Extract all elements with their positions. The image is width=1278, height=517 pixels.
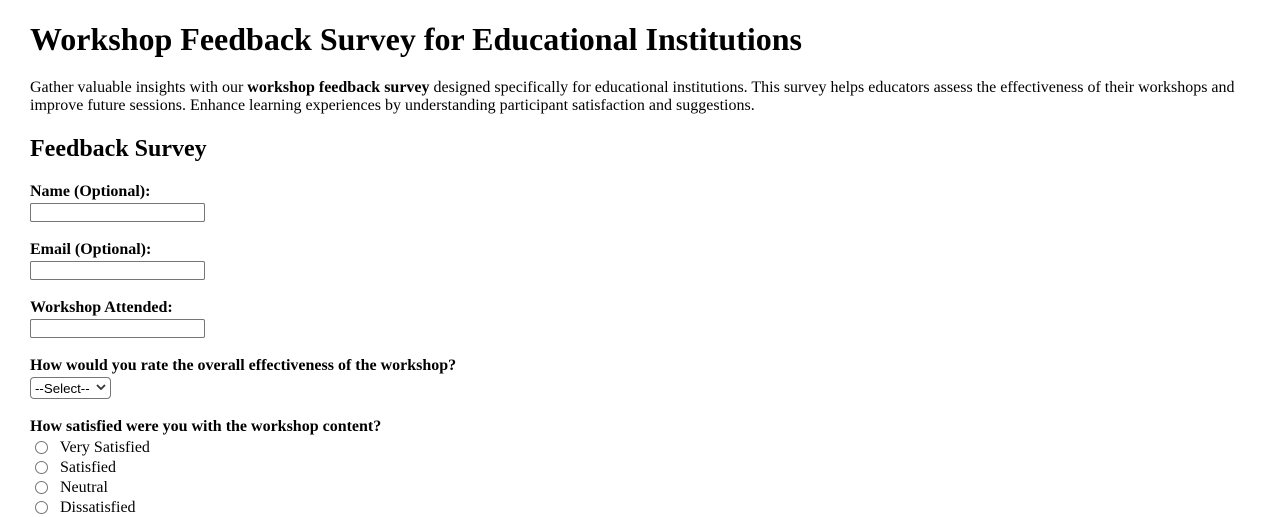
workshop-attended-label: Workshop Attended: [30,299,173,317]
page-title: Workshop Feedback Survey for Educational Institutions [30,21,802,57]
very-satisfied-label[interactable]: Very Satisfied [59,439,150,457]
neutral-radio[interactable] [35,481,48,494]
intro-text-before: Gather valuable insights with our [30,78,248,96]
email-field[interactable] [30,261,205,280]
intro-text-after: designed specifically for educational institutions. This survey helps educators assess the effectiveness of their workshops and improve future sessions. Enhance learning experiences by understanding participant satisfaction and suggestions. [30,78,1235,115]
email-field-group [30,241,1248,280]
name-field-group [30,183,1248,222]
neutral-label[interactable]: Neutral [60,479,108,497]
dissatisfied-label[interactable]: Dissatisfied [60,499,136,517]
intro-paragraph [30,79,1248,116]
workshop-field-group [30,299,1248,338]
radio-option-neutral [30,478,1248,498]
name-field-label: Name (Optional): [30,183,151,201]
name-input[interactable] [30,203,205,222]
email-field-label: Email (Optional): [30,241,152,259]
intro-text-bold: workshop feedback survey [247,78,430,96]
effectiveness-select-wrap [30,377,111,399]
effectiveness-question-label: How would you rate the overall effectiveness of the workshop? [30,357,457,375]
satisfaction-question-group [30,418,1248,517]
feedback-survey-heading: Feedback Survey [30,135,207,162]
workshop-attended-input[interactable] [30,319,205,338]
dissatisfied-radio[interactable] [35,501,48,514]
radio-option-satisfied [30,458,1248,478]
very-satisfied-radio[interactable] [35,441,48,454]
radio-option-dissatisfied [30,498,1248,517]
feedback-survey-form [30,183,1248,517]
satisfied-label[interactable]: Satisfied [60,459,116,477]
satisfaction-question-label: How satisfied were you with the workshop content? [30,418,382,436]
effectiveness-select[interactable] [30,377,111,399]
radio-option-very-satisfied [30,438,1248,458]
satisfied-radio[interactable] [35,461,48,474]
satisfaction-radio-group [30,438,1248,517]
effectiveness-question-group [30,357,1248,399]
